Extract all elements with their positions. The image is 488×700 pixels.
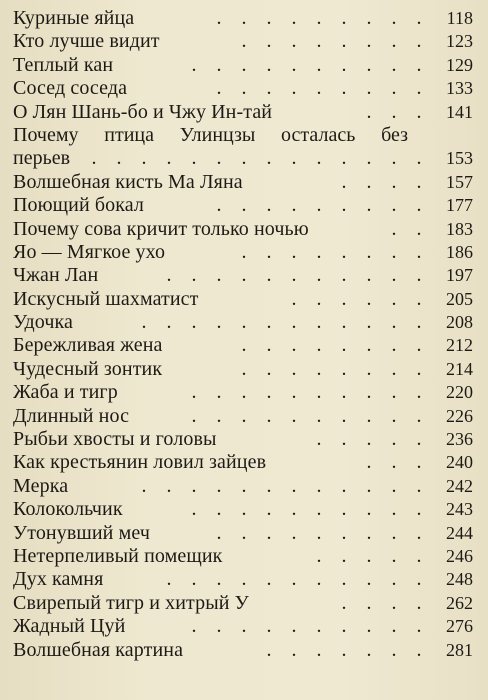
toc-entry [13,498,479,521]
toc-entry-leader-dots: . . . . . . . . [241,240,429,263]
toc-entry-leader-dots: . . . . . . . . . . . . [141,311,429,334]
toc-entry-leader-dots: . . [391,217,429,240]
toc-entry [13,171,479,194]
toc-entry [13,124,479,171]
toc-entry-title: Теплый кан [13,53,114,76]
toc-entry [13,7,479,30]
toc-entry [13,358,479,381]
toc-entry [13,451,479,474]
toc-entry-leader-dots: . . . . . . . . [241,357,429,380]
toc-entry-title-word: осталась [281,123,356,146]
toc-entry [13,264,479,287]
toc-entry [13,639,479,662]
table-of-contents [13,7,479,662]
toc-entry-leader-dots: . . . . . . . . . . [191,615,429,638]
toc-entry-page-number: 129 [446,54,473,75]
toc-entry-leader-dots: . . . . . . . [266,638,429,661]
toc-entry [13,545,479,568]
toc-entry-leader-dots: . . . . . . . . . . [191,498,429,521]
toc-entry-leader-dots: . . . . . [316,428,429,451]
toc-entry-leader-dots: . . . . . . . . . . . . [141,474,429,497]
toc-entry-title-word: Почему [13,123,79,146]
toc-entry-page-number: 212 [446,335,473,356]
toc-entry-page-number: 244 [446,522,473,543]
toc-entry-title: Жадный Цуй [13,615,126,638]
toc-entry-page-number: 208 [446,312,473,333]
toc-entry-page-number: 133 [446,78,473,99]
toc-entry-page-number: 118 [446,8,473,28]
toc-entry-page-number: 141 [446,101,473,122]
toc-entry-title: Колокольчик [13,498,123,521]
toc-entry-leader-dots: . . . . . . . . . . [191,53,429,76]
toc-entry-page-number: 186 [446,241,473,262]
toc-entry-title-continued: перьев [13,147,71,170]
toc-entry-leader-dots: . . . . . [316,545,429,567]
toc-entry-page-number: 197 [446,265,473,286]
toc-entry [13,522,479,545]
toc-entry-title: Как крестьянин ловил зайцев [13,451,267,474]
toc-entry-title: Дух камня [13,568,104,591]
toc-entry [13,615,479,638]
toc-entry-leader-dots: . . . . . . . . . . . [166,568,429,591]
toc-entry-leader-dots: . . . . . . . . . [216,521,429,544]
toc-entry-title: Куриные яйца [13,7,135,29]
toc-entry-leader-dots: . . . [366,100,429,123]
toc-entry-title [13,124,408,147]
toc-entry-leader-dots: . . . . . . [291,287,429,310]
toc-entry-leader-dots: . . . . [341,591,429,614]
toc-entry-title: Кто лучше видит [13,30,160,53]
toc-entry-leader-dots: . . . [366,451,429,474]
toc-entry-page-number: 183 [446,218,473,239]
toc-entry [13,288,479,311]
toc-entry-leader-dots: . . . . . . . . . . [191,404,429,427]
toc-entry-leader-dots: . . . . . . . . [241,30,429,53]
toc-entry-title: Поющий бокал [13,194,145,217]
toc-entry [13,568,479,591]
toc-entry [13,218,479,241]
toc-entry-page-number: 236 [446,429,473,450]
toc-entry [13,194,479,217]
toc-entry-page-number: 281 [446,639,473,660]
toc-entry-title: Бережливая жена [13,334,163,357]
toc-entry [13,241,479,264]
toc-entry-title: Искусный шахматист [13,287,199,310]
toc-entry [13,334,479,357]
toc-entry-title: Почему сова кричит только ночью [13,217,309,240]
toc-entry [13,77,479,100]
toc-entry-page-number: 262 [446,592,473,613]
toc-entry-page-number: 248 [446,569,473,590]
toc-entry-title: Чжан Лан [13,264,99,287]
toc-entry-title: Волшебная картина [13,638,184,661]
toc-entry-title: Сосед соседа [13,77,128,100]
toc-entry-title: Яо — Мягкое ухо [13,240,166,263]
toc-entry [13,475,479,498]
toc-entry-title: Утонувший меч [13,521,150,544]
toc-entry [13,101,479,124]
toc-entry-title: Удочка [13,311,73,334]
toc-entry-page-number: 242 [446,475,473,496]
toc-entry-title: Жаба и тигр [13,381,118,404]
toc-entry-leader-dots: . . . . . . . . . . . . . . [91,147,429,170]
toc-entry [13,54,479,77]
toc-entry-leader-dots: . . . . . . . . . [216,194,429,217]
toc-entry-page-number: 157 [446,171,473,192]
toc-entry-title: Длинный нос [13,404,130,427]
toc-entry-leader-dots: . . . . . . . . . . [191,381,429,404]
toc-entry [13,428,479,451]
toc-entry-title-word: Улинцзы [179,123,256,146]
toc-entry-leader-dots: . . . . . . . . [241,334,429,357]
toc-entry [13,592,479,615]
toc-entry-title: Волшебная кисть Ма Ляна [13,170,243,193]
toc-entry-title-word: птица [104,123,154,146]
toc-entry-title: Рыбьи хвосты и головы [13,428,217,451]
toc-entry-title: Свирепый тигр и хитрый У [13,591,249,614]
toc-entry-page-number: 276 [446,616,473,637]
toc-entry-page-number: 246 [446,546,473,566]
toc-entry [13,381,479,404]
toc-entry-leader-dots: . . . . . . . . . [216,77,429,100]
toc-entry-title-word: без [381,123,408,146]
toc-entry-page-number: 177 [446,195,473,216]
toc-entry-page-number: 243 [446,499,473,520]
toc-entry-page-number: 240 [446,452,473,473]
toc-entry [13,405,479,428]
toc-entry-title: Нетерпеливый помещик [13,545,223,567]
toc-entry-title: О Лян Шань-бо и Чжу Ин-тай [13,100,273,123]
toc-entry-leader-dots: . . . . [341,170,429,193]
toc-entry-leader-dots: . . . . . . . . . [216,7,429,29]
toc-entry-title: Чудесный зонтик [13,357,163,380]
toc-entry-title: Мерка [13,474,69,497]
toc-entry-page-number: 214 [446,358,473,379]
toc-entry-page-number: 226 [446,405,473,426]
toc-entry-page-number: 123 [446,31,473,52]
toc-entry-page-number: 220 [446,382,473,403]
toc-entry [13,311,479,334]
toc-entry [13,30,479,53]
toc-entry-page-number: 205 [446,288,473,309]
toc-entry-page-number: 153 [446,148,473,169]
toc-entry-leader-dots: . . . . . . . . . . . [166,264,429,287]
